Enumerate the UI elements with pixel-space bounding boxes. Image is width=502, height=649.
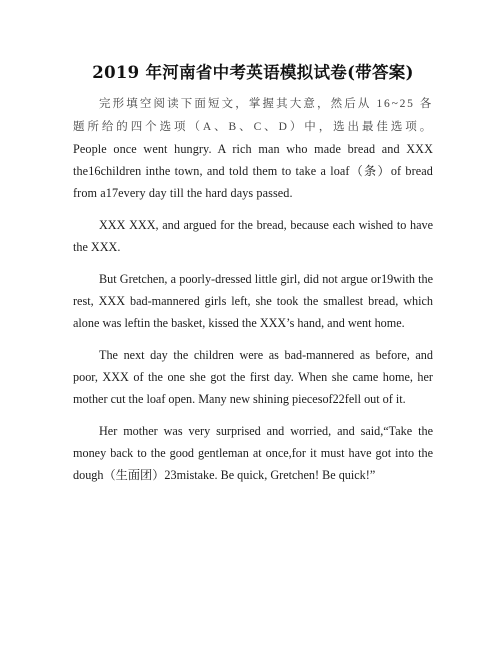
paragraph-1-text: People once went hungry. A rich man who made bread and XXX the16children inthe town, and told them to take a loaf（条）of bread from a17every day till the hard days passed. (73, 142, 433, 200)
paragraph-5: Her mother was very surprised and worried, and said,“Take the money back to the good gentleman at once,for it must have got into the dough（生面团）23mistake. Be quick, Gretchen! Be quick!” (73, 424, 433, 482)
paragraph-3: But Gretchen, a poorly-dressed little girl, did not argue or19with the rest, XXX bad-mannered girls left, she took the smallest bread, which alone was leftin the basket, kissed the XXX’s hand, and went home. (73, 272, 433, 330)
instruction-text: 完形填空阅读下面短文，掌握其大意，然后从 16~25 各题所给的四个选项（A、B、C、D）中，选出最佳选项。 (73, 98, 433, 133)
paragraph-2: XXX XXX, and argued for the bread, because each wished to have the XXX. (73, 218, 433, 254)
document-title: 2019 年河南省中考英语模拟试卷(带答案) (92, 63, 414, 82)
paragraph-1 (73, 92, 433, 204)
paragraph-4: The next day the children were as bad-mannered as before, and poor, XXX of the one she got the first day. When she came home, her mother cut the loaf open. Many new shining piecesof22fell out of it. (73, 348, 433, 406)
